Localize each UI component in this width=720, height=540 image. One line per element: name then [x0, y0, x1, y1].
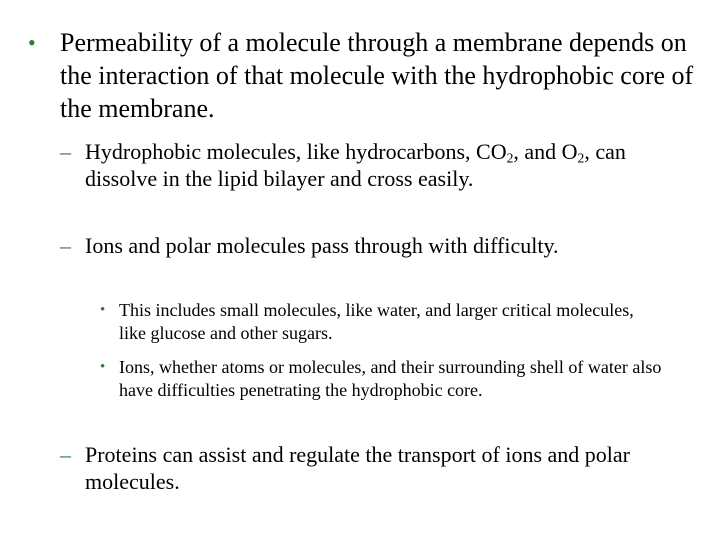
- dash-icon: –: [60, 442, 71, 467]
- sub-bullet-hydrophobic-text: [85, 138, 660, 192]
- dash-icon: –: [60, 233, 71, 258]
- hydrophobic-text-part1: Hydrophobic molecules, like hydrocarbons, CO: [85, 139, 507, 164]
- main-bullet-text: Permeability of a molecule through a membrane depends on the interaction of that molecule with the hydrophobic core of the membrane.: [60, 28, 694, 123]
- dash-icon: –: [60, 139, 71, 164]
- sub-bullet-hydrophobic: [60, 138, 660, 192]
- bullet-dot-icon: •: [28, 30, 36, 55]
- sub-bullet-proteins-text: Proteins can assist and regulate the transport of ions and polar molecules.: [85, 442, 630, 494]
- hydrophobic-text-part3: , can dissolve in the lipid bilayer and cross easily.: [85, 139, 626, 191]
- bullet-dot-icon: •: [100, 359, 106, 375]
- subsub-bullet-small-molecules-text: This includes small molecules, like water, and larger critical molecules, like glucose and other sugars.: [119, 300, 634, 343]
- subsub-bullet-small-molecules: [100, 299, 640, 345]
- bullet-dot-icon: •: [100, 302, 106, 318]
- subsub-bullet-ions-shell-text: Ions, whether atoms or molecules, and their surrounding shell of water also have difficulties penetrating the hydrophobic core.: [119, 357, 662, 400]
- sub-bullet-ions-polar: [60, 232, 620, 259]
- hydrophobic-text-part2: , and O: [513, 139, 578, 164]
- co2-subscript: 2: [506, 150, 514, 166]
- subsub-bullet-ions-shell: [100, 356, 670, 402]
- sub-bullet-ions-polar-text: Ions and polar molecules pass through with difficulty.: [85, 233, 559, 258]
- sub-bullet-proteins: [60, 441, 680, 495]
- main-bullet: [28, 26, 698, 125]
- o2-subscript: 2: [577, 150, 585, 166]
